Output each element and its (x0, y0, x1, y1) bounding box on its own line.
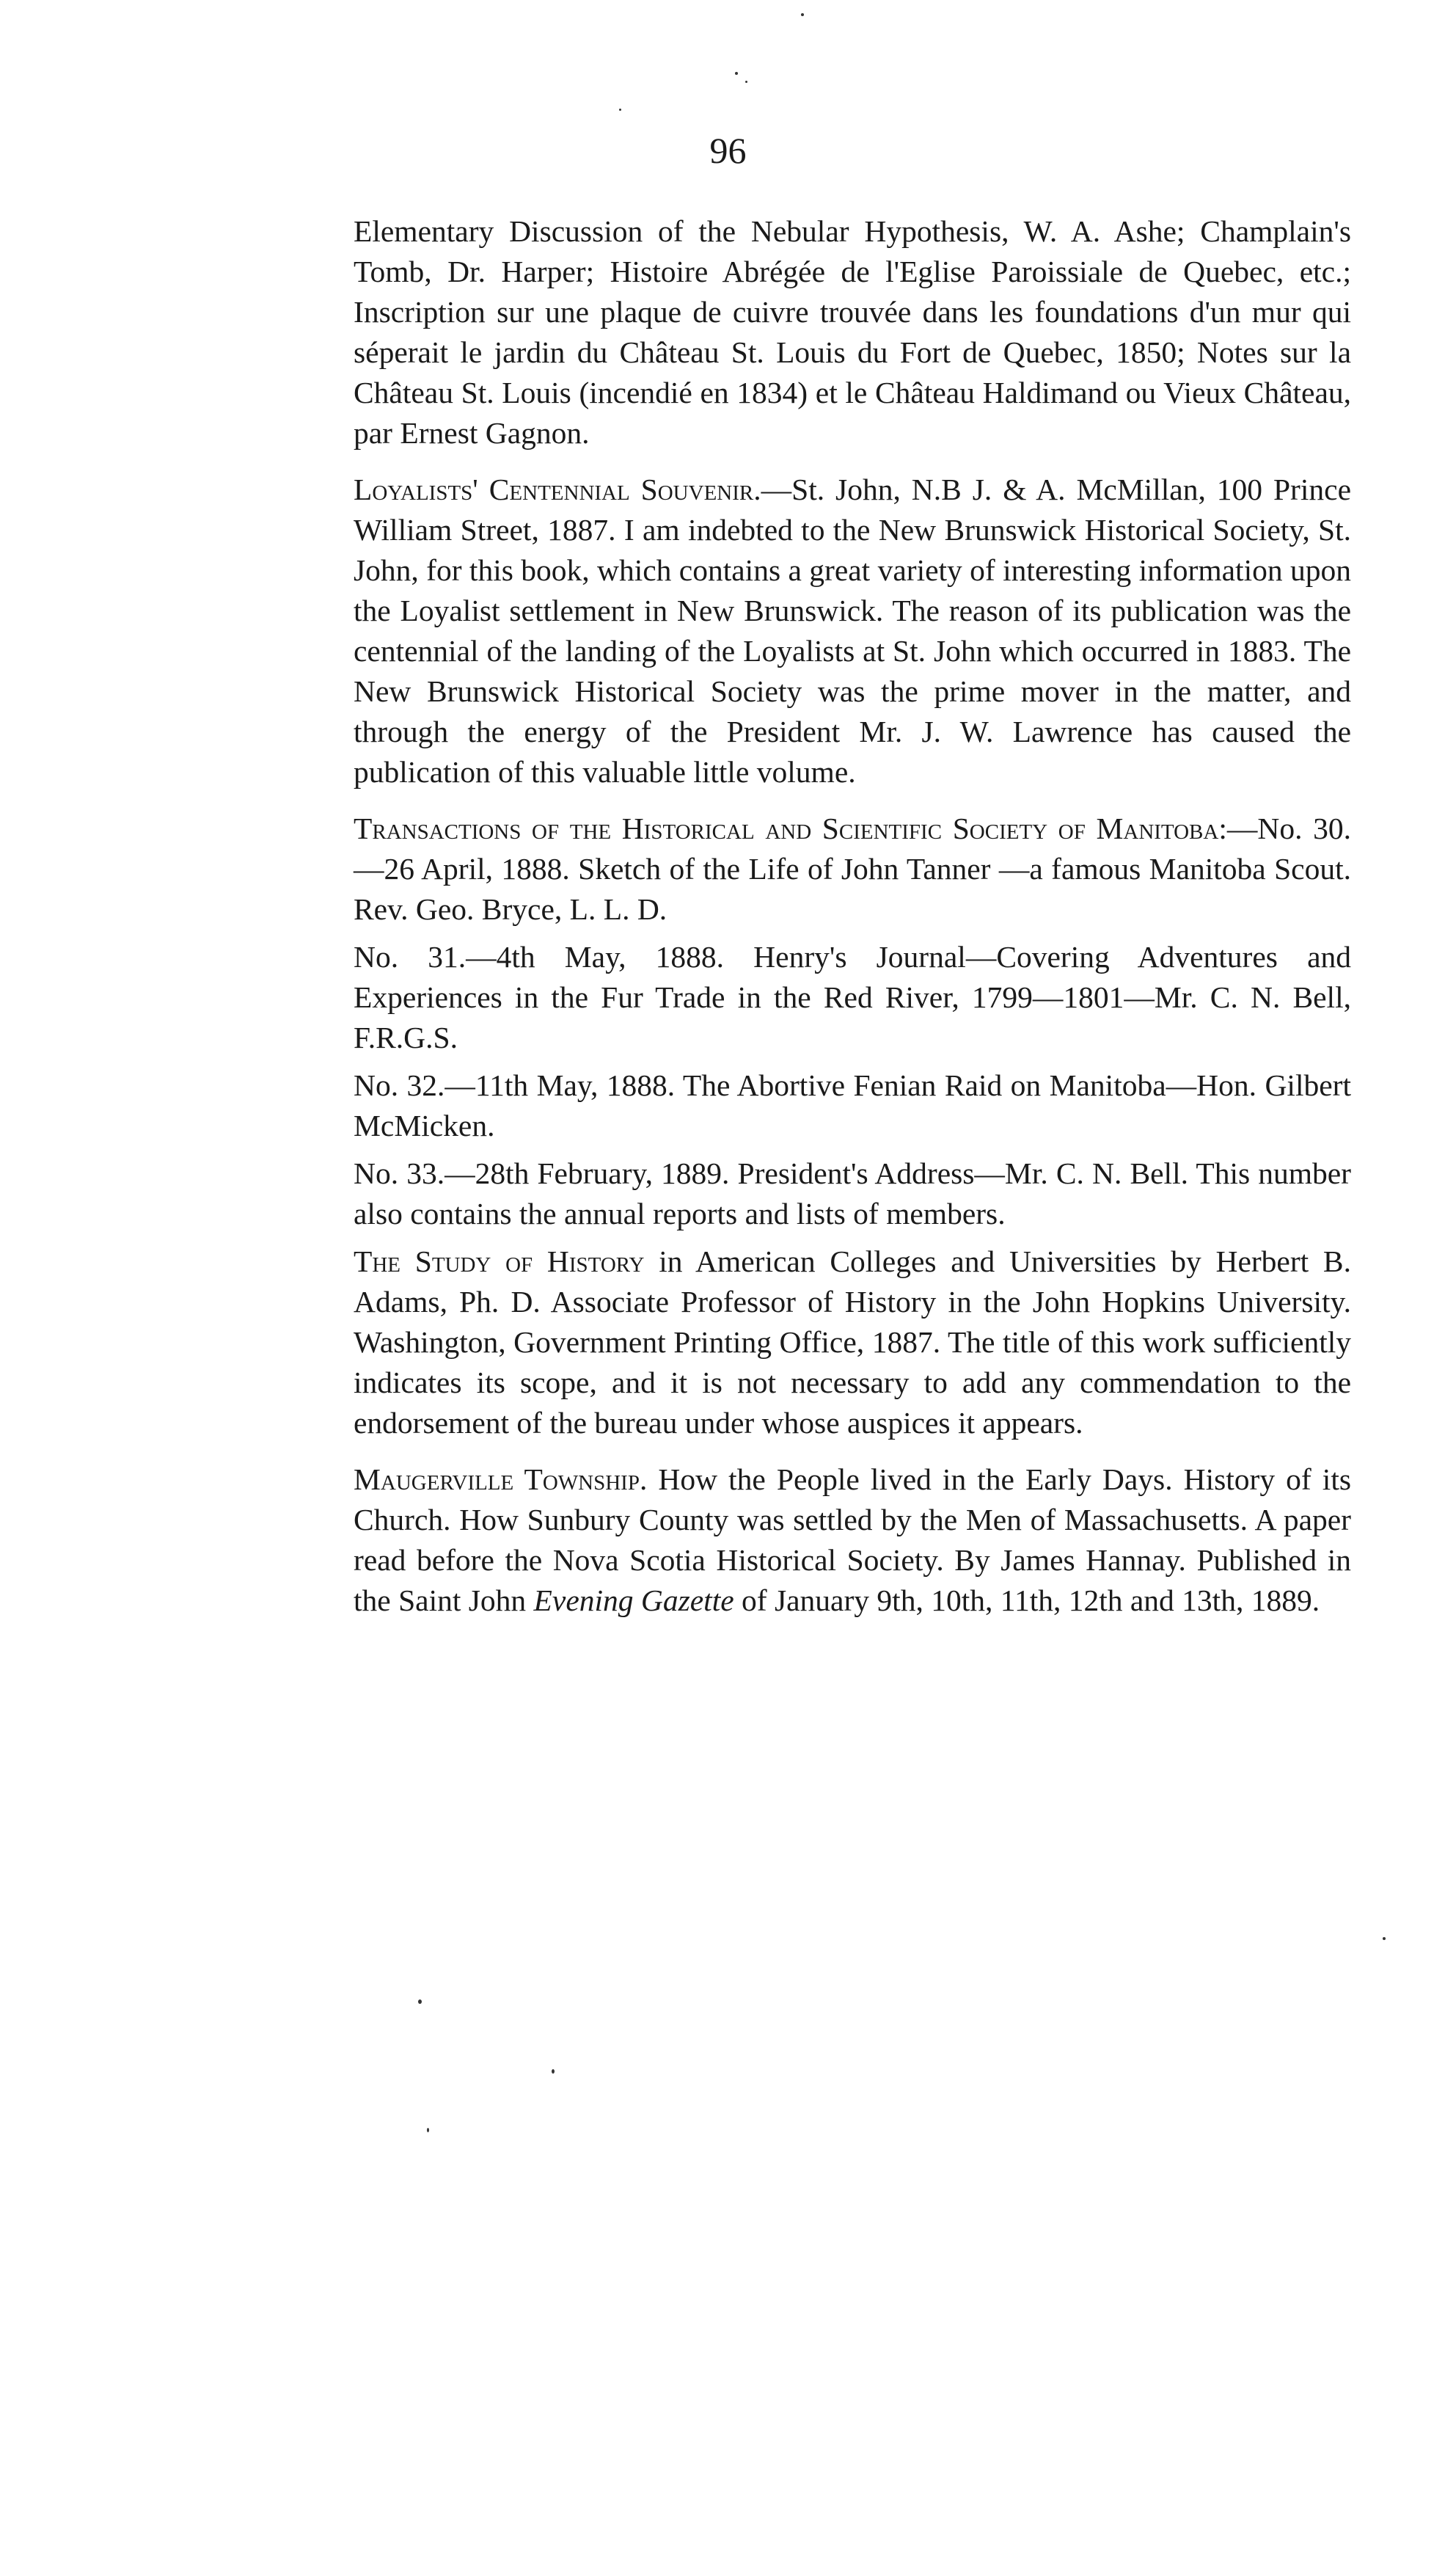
entry-italic-title: Evening Gazette (533, 1583, 734, 1617)
entry-text: —St. John, N.B J. & A. McMillan, 100 Prince William Street, 1887. I am indebted to the New Brunswick Historical Society, St. John, for this book, which contains a great variety of interesting information upon the Loyalist settlement in New Brunswick. The reason of its publication was the centennial of the landing of the Loyalists at St. John which occurred in 1883. The New Brunswick Historical Society was the prime mover in the matter, and through the energy of the President Mr. J. W. Lawrence has caused the publication of this valuable little volume. (354, 473, 1351, 789)
entry-text: Elementary Discussion of the Nebular Hypothesis, W. A. Ashe; Champlain's Tomb, Dr. Harper; Histoire Abrégée de l'Eglise Paroissiale de Quebec, etc.; Inscription sur une plaque de cuivre trouvée dans les foundations d'un mur qui séperait le jardin du Château St. Louis du Fort de Quebec, 1850; Notes sur la Château St. Louis (incendié en 1834) et le Château Haldimand ou Vieux Château, par Ernest Gagnon. (354, 214, 1351, 450)
page-number: 96 (709, 130, 747, 171)
scan-speck (619, 109, 621, 111)
scan-speck (735, 72, 738, 75)
entry-text: in American Colleges and Universities by Herbert B. Adams, Ph. D. Associate Professor of History in the John Hopkins University. Washington, Government Printing Office, 1887. The title of this work sufficiently indicates its scope, and it is not necessary to add any commendation to the endorsement of the bureau under whose auspices it appears. (354, 1244, 1351, 1440)
entry-loyalists-souvenir (354, 470, 1351, 792)
entry-no-32 (354, 1065, 1351, 1146)
entry-heading: Loyalists' Centennial Souvenir. (354, 473, 761, 506)
entry-no-31 (354, 937, 1351, 1058)
scan-speck (745, 81, 747, 83)
page-body (354, 211, 1351, 1621)
entry-text: No. 32.—11th May, 1888. The Abortive Fenian Raid on Manitoba—Hon. Gilbert McMicken. (354, 1068, 1351, 1142)
entry-heading: Transactions of the Historical and Scientific Society of Manitoba (354, 812, 1219, 845)
entry-text: No. 33.—28th February, 1889. President's Address—Mr. C. N. Bell. This number also contains the annual reports and lists of members. (354, 1156, 1351, 1231)
entry-elementary-discussion (354, 211, 1351, 453)
scan-speck (801, 13, 804, 16)
entry-no-33 (354, 1153, 1351, 1234)
entry-text: :—No. 30.—26 April, 1888. Sketch of the Life of John Tanner —a famous Manitoba Scout. Rev. Geo. Bryce, L. L. D. (354, 812, 1351, 926)
scan-speck (552, 2069, 555, 2074)
entry-text-after: of January 9th, 10th, 11th, 12th and 13th, 1889. (734, 1583, 1320, 1617)
entry-heading: Maugerville Township. (354, 1462, 648, 1496)
entry-text: How the People lived in the Early Days. History of its Church. How Sunbury County was settled by the Men of Massachusetts. A paper read before the Nova Scotia Historical Society. By James Hannay. Published in the Saint John (354, 1462, 1352, 1617)
scan-speck (1383, 1937, 1386, 1940)
entry-study-of-history (354, 1242, 1351, 1443)
entry-heading: The Study of History (354, 1244, 645, 1278)
scan-speck (418, 1999, 422, 2004)
entry-maugerville-township (354, 1459, 1351, 1621)
entry-manitoba-transactions (354, 809, 1351, 930)
scan-speck (427, 2128, 429, 2132)
entry-text: No. 31.—4th May, 1888. Henry's Journal—Covering Adventures and Experiences in the Fur Trade in the Red River, 1799—1801—Mr. C. N. Bell, F.R.G.S. (354, 940, 1351, 1054)
